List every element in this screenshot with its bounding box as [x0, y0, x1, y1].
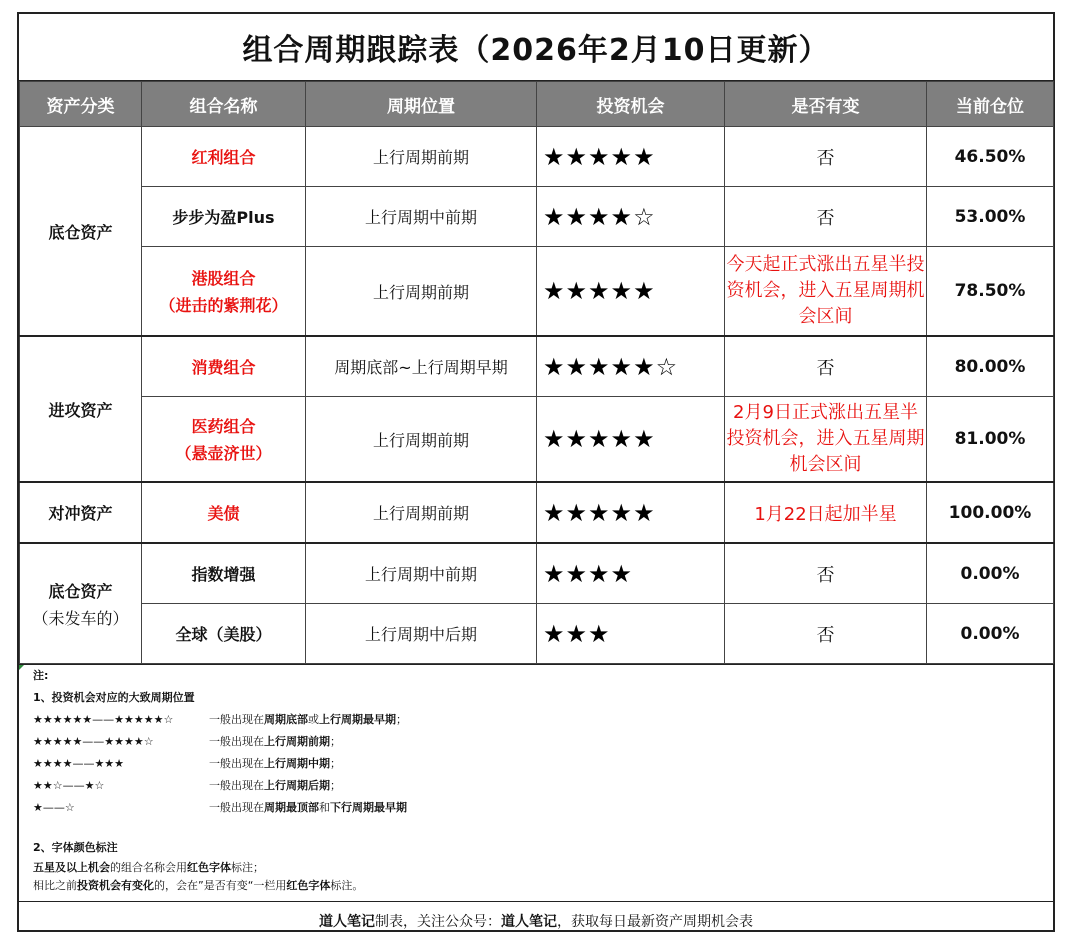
cycle-position: 上行周期中前期	[306, 543, 537, 604]
table-row	[20, 482, 1054, 543]
footer-text: ，获取每日最新资产周期机会表	[557, 914, 753, 930]
star-rating: ★★★★★	[537, 127, 725, 187]
changed-flag: 否	[725, 127, 927, 187]
portfolio-name-line1: 医药组合	[191, 417, 256, 436]
cycle-position: 上行周期前期	[306, 482, 537, 543]
position-value: 46.50%	[927, 127, 1054, 187]
changed-flag: 否	[725, 187, 927, 247]
cycle-position: 周期底部~上行周期早期	[306, 336, 537, 397]
star-rating: ★★★★★	[537, 482, 725, 543]
group-label: 对冲资产	[20, 482, 142, 543]
portfolio-name-line2: （悬壶济世）	[175, 444, 272, 463]
note-bold: 上行周期中期	[264, 757, 330, 770]
note-bold: 下行周期最早期	[330, 801, 407, 814]
notes-body	[33, 665, 407, 895]
note-text: 一般出现在	[209, 801, 264, 814]
note-bold: 周期最顶部	[264, 801, 319, 814]
group-label: 进攻资产	[20, 336, 142, 482]
portfolio-name: 美债	[142, 482, 306, 543]
portfolio-name: 步步为盈Plus	[142, 187, 306, 247]
position-value: 80.00%	[927, 336, 1054, 397]
header-opportunity: 投资机会	[537, 82, 725, 127]
position-value: 78.50%	[927, 247, 1054, 337]
note-text: 标注。	[330, 879, 364, 892]
table-row	[20, 336, 1054, 397]
portfolio-name: 全球（美股）	[142, 604, 306, 664]
note-line	[33, 731, 407, 753]
cycle-position: 上行周期前期	[306, 247, 537, 337]
note-bold: 上行周期最早期	[319, 713, 396, 726]
cycle-position: 上行周期中后期	[306, 604, 537, 664]
notes-section	[19, 664, 1053, 902]
changed-flag: 否	[725, 336, 927, 397]
portfolio-name: 消费组合	[142, 336, 306, 397]
portfolio-name-line1: 港股组合	[191, 269, 256, 288]
header-row	[20, 82, 1054, 127]
note-stars: ★★☆——★☆	[33, 779, 105, 792]
header-category: 资产分类	[20, 82, 142, 127]
table-row	[20, 127, 1054, 187]
note-stars: ★★★★★——★★★★☆	[33, 735, 154, 748]
note-color-line1	[33, 859, 407, 877]
changed-flag: 否	[725, 543, 927, 604]
tracking-sheet	[17, 12, 1055, 932]
cell-marker-icon	[19, 665, 24, 670]
header-cycle: 周期位置	[306, 82, 537, 127]
table-row	[20, 247, 1054, 337]
group-label-line2: （未发车的）	[32, 608, 129, 628]
portfolio-name-line2: （进击的紫荆花）	[159, 296, 288, 315]
note-text: 一般出现在	[209, 735, 264, 748]
cycle-position: 上行周期前期	[306, 397, 537, 483]
position-value: 100.00%	[927, 482, 1054, 543]
note-stars: ★——☆	[33, 801, 75, 814]
notes-label: 注:	[33, 669, 49, 682]
table-row	[20, 543, 1054, 604]
changed-note: 2月9日正式涨出五星半投资机会，进入五星周期机会区间	[725, 397, 927, 483]
note-text: 或	[308, 713, 319, 726]
cycle-table	[19, 81, 1054, 664]
table-row	[20, 187, 1054, 247]
footer-account: 道人笔记	[501, 914, 557, 930]
note-line	[33, 797, 407, 819]
table-row	[20, 397, 1054, 483]
position-value: 81.00%	[927, 397, 1054, 483]
note-text: ；	[330, 735, 341, 748]
group-label-line1: 底仓资产	[48, 581, 113, 601]
note-text: 相比之前	[33, 879, 77, 892]
header-portfolio: 组合名称	[142, 82, 306, 127]
note-text: ；	[330, 779, 341, 792]
note-line	[33, 775, 407, 797]
note-text: 一般出现在	[209, 779, 264, 792]
note-bold: 五星及以上机会	[33, 861, 110, 874]
note-text: 的组合名称会用	[110, 861, 187, 874]
changed-note: 1月22日起加半星	[725, 482, 927, 543]
portfolio-name: 红利组合	[142, 127, 306, 187]
position-value: 53.00%	[927, 187, 1054, 247]
changed-note: 今天起正式涨出五星半投资机会，进入五星周期机会区间	[725, 247, 927, 337]
page-title: 组合周期跟踪表（2026年2月10日更新）	[19, 14, 1053, 81]
cycle-position: 上行周期中前期	[306, 187, 537, 247]
note-line	[33, 709, 407, 731]
note-bold: 红色字体	[286, 879, 331, 892]
cycle-position: 上行周期前期	[306, 127, 537, 187]
star-rating: ★★★★	[537, 543, 725, 604]
note-text: ；	[330, 757, 341, 770]
note-bold: 投资机会有变化	[77, 879, 154, 892]
changed-flag: 否	[725, 604, 927, 664]
note-bold: 红色字体	[187, 861, 231, 874]
note-color-line2	[33, 877, 407, 895]
star-rating: ★★★★★	[537, 397, 725, 483]
star-rating: ★★★★★☆	[537, 336, 725, 397]
notes-spacer	[33, 819, 407, 837]
group-label: 底仓资产	[20, 127, 142, 337]
note-stars: ★★★★——★★★	[33, 757, 125, 770]
portfolio-name	[142, 247, 306, 337]
note-bold: 周期底部	[264, 713, 308, 726]
note-text: 一般出现在	[209, 713, 264, 726]
position-value: 0.00%	[927, 604, 1054, 664]
portfolio-name: 指数增强	[142, 543, 306, 604]
star-rating: ★★★★★	[537, 247, 725, 337]
star-rating: ★★★★☆	[537, 187, 725, 247]
note-line	[33, 753, 407, 775]
notes-section2-title: 2、字体颜色标注	[33, 841, 118, 854]
note-text: 和	[319, 801, 330, 814]
note-bold: 上行周期后期	[264, 779, 330, 792]
footer-author: 道人笔记	[319, 914, 375, 930]
note-text: 标注；	[231, 861, 264, 874]
note-text: 的，会在”是否有变“一栏用	[154, 879, 287, 892]
note-text: ；	[396, 713, 407, 726]
portfolio-name	[142, 397, 306, 483]
header-changed: 是否有变	[725, 82, 927, 127]
note-text: 一般出现在	[209, 757, 264, 770]
notes-section1-title: 1、投资机会对应的大致周期位置	[33, 691, 195, 704]
note-bold: 上行周期前期	[264, 735, 330, 748]
footer-credit	[19, 902, 1053, 940]
footer-text: 制表，关注公众号：	[375, 914, 501, 930]
star-rating: ★★★	[537, 604, 725, 664]
note-stars: ★★★★★★——★★★★★☆	[33, 713, 174, 726]
header-position: 当前仓位	[927, 82, 1054, 127]
table-row	[20, 604, 1054, 664]
group-label	[20, 543, 142, 664]
position-value: 0.00%	[927, 543, 1054, 604]
